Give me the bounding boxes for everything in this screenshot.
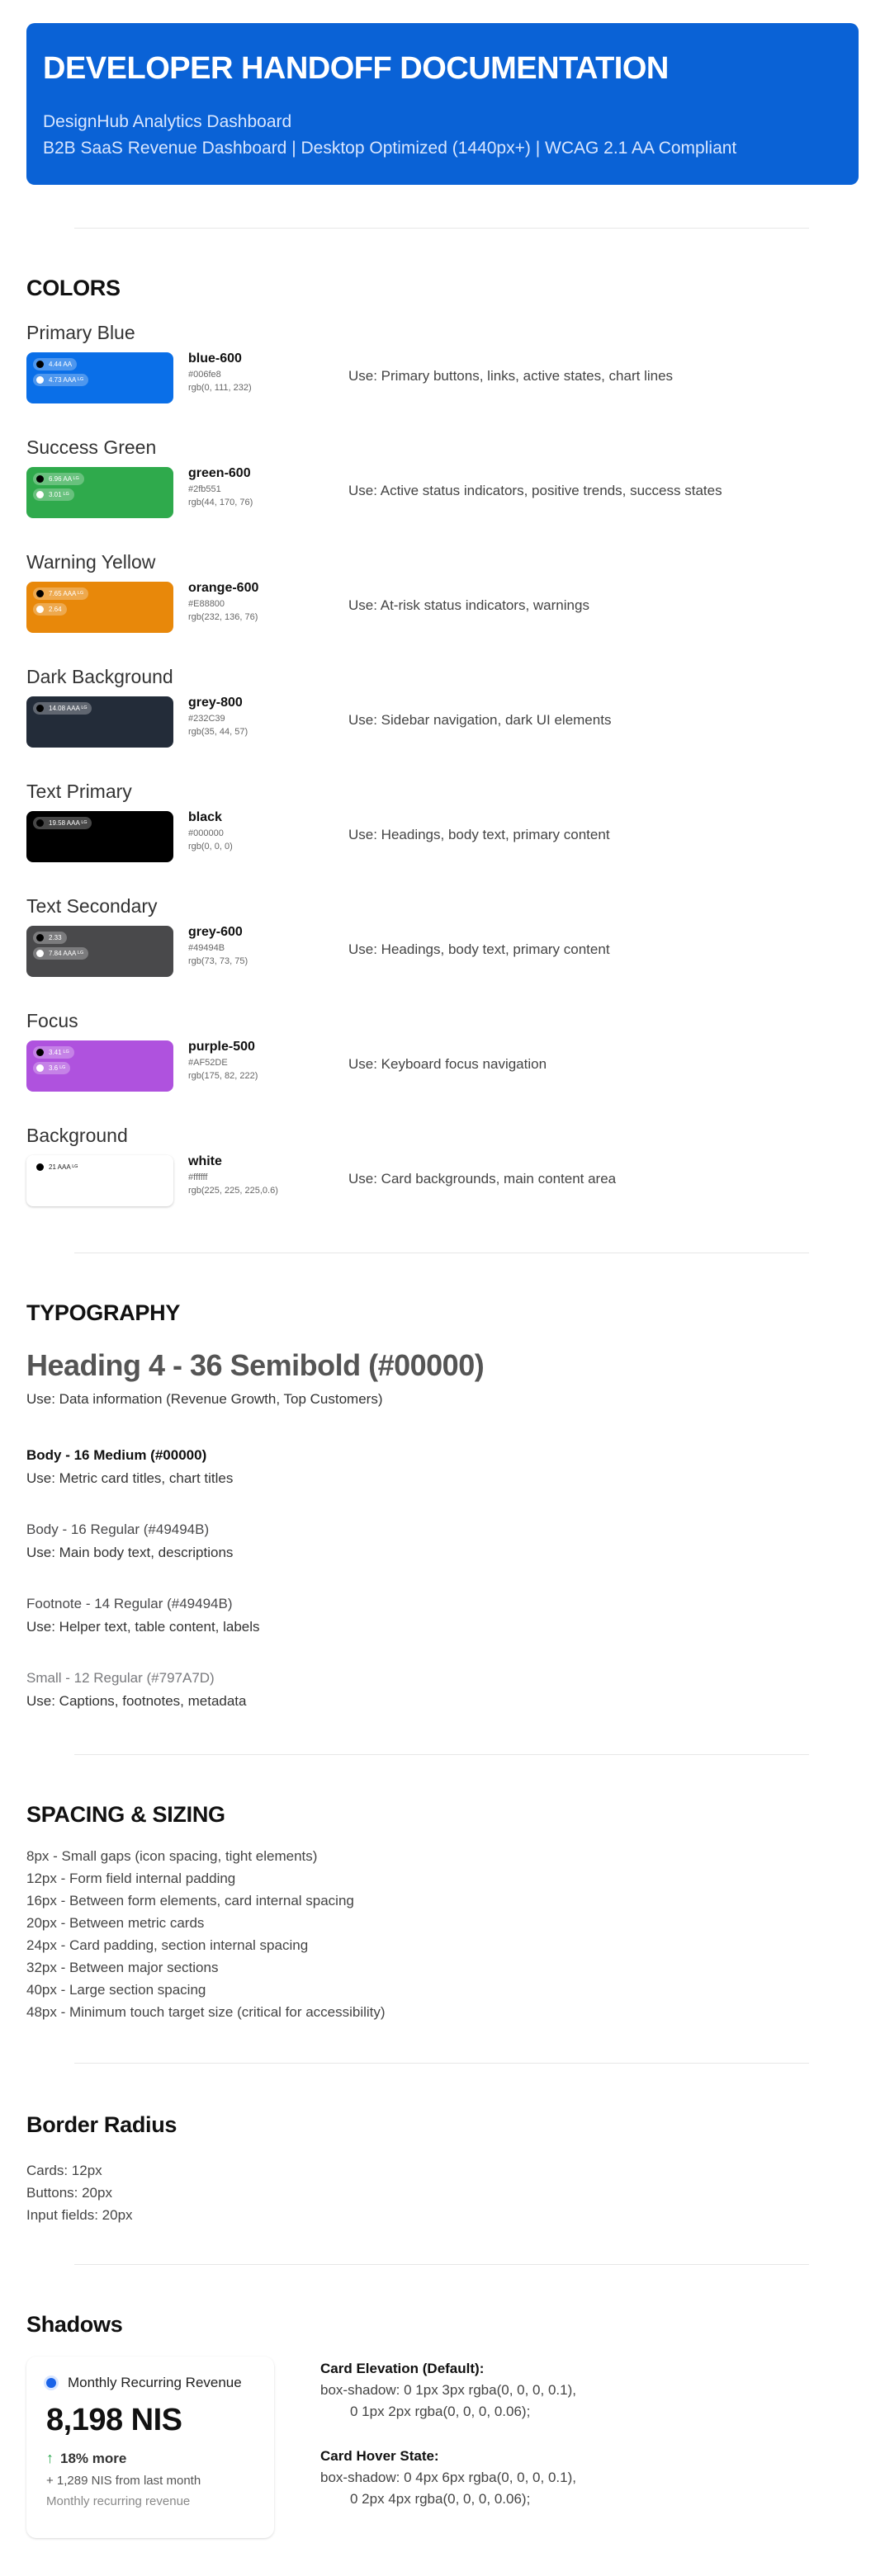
color-usage: Use: Card backgrounds, main content area [348, 1171, 617, 1187]
color-usage: Use: Keyboard focus navigation [348, 1056, 547, 1072]
contrast-badge [33, 603, 67, 616]
shadows-section-title: Shadows [26, 2312, 123, 2337]
spacing-item: 20px - Between metric cards [26, 1915, 205, 1931]
color-row [26, 551, 859, 650]
type-sample-label: Footnote - 14 Regular (#49494B) [26, 1596, 233, 1611]
contrast-dot-icon [36, 705, 44, 712]
contrast-badge-text: 7.84 AAA ᴸᴳ [49, 950, 83, 957]
color-swatch [26, 467, 173, 518]
contrast-badge-text: 7.65 AAA ᴸᴳ [49, 590, 83, 597]
type-sample-use: Use: Main body text, descriptions [26, 1545, 234, 1560]
metric-card-label: Monthly Recurring Revenue [68, 2375, 242, 2390]
spacing-item: 16px - Between form elements, card internal spacing [26, 1893, 354, 1908]
color-swatch [26, 1155, 173, 1206]
type-sample-use: Use: Captions, footnotes, metadata [26, 1693, 247, 1709]
contrast-dot-icon [36, 376, 44, 384]
color-name: Text Primary [26, 781, 132, 802]
radius-list [26, 2159, 133, 2226]
radius-section-title: Border Radius [26, 2112, 177, 2137]
color-info [188, 1040, 258, 1081]
color-name: Text Secondary [26, 895, 158, 917]
color-row [26, 1010, 859, 1109]
type-sample-label: Heading 4 - 36 Semibold (#00000) [26, 1348, 485, 1382]
type-sample-body-medium [26, 1447, 233, 1487]
color-rgb: rgb(35, 44, 57) [188, 727, 248, 737]
shadow-hover-spec [320, 2446, 576, 2510]
color-hex: #ffffff [188, 1172, 208, 1182]
color-rgb: rgb(225, 225, 225,0.6) [188, 1186, 278, 1196]
contrast-dot-icon [36, 934, 44, 941]
spacing-item: 8px - Small gaps (icon spacing, tight elements) [26, 1848, 318, 1864]
color-swatch [26, 1040, 173, 1092]
contrast-badge-text: 2.64 [49, 606, 62, 613]
color-hex: #006fe8 [188, 370, 221, 380]
metric-card-delta: + 1,289 NIS from last month [46, 2474, 201, 2488]
contrast-badge [33, 1046, 74, 1059]
color-info [188, 810, 233, 852]
spacing-list [26, 1845, 386, 2023]
shadow-spec-label: Card Hover State: [320, 2448, 439, 2464]
contrast-badge-text: 14.08 AAA ᴸᴳ [49, 705, 88, 712]
color-row [26, 666, 859, 765]
status-dot-icon [46, 2378, 56, 2388]
spacing-item: 40px - Large section spacing [26, 1982, 206, 1998]
contrast-dot-icon [36, 950, 44, 957]
color-swatch [26, 352, 173, 403]
color-usage: Use: Active status indicators, positive trends, success states [348, 483, 722, 498]
type-sample-label: Body - 16 Medium (#00000) [26, 1447, 207, 1463]
color-info [188, 696, 248, 737]
header-banner [26, 23, 859, 185]
shadow-spec-line: 0 2px 4px rgba(0, 0, 0, 0.06); [350, 2491, 531, 2507]
contrast-dot-icon [36, 491, 44, 498]
color-rgb: rgb(232, 136, 76) [188, 612, 258, 622]
contrast-badge-text: 21 AAA ᴸᴳ [49, 1163, 78, 1171]
radius-item: Input fields: 20px [26, 2207, 133, 2223]
color-rgb: rgb(0, 111, 232) [188, 383, 252, 393]
contrast-dot-icon [36, 590, 44, 597]
color-token: grey-600 [188, 925, 243, 939]
shadow-spec-line: box-shadow: 0 4px 6px rgba(0, 0, 0, 0.1), [320, 2470, 576, 2485]
metric-card-note: Monthly recurring revenue [46, 2494, 191, 2508]
color-row [26, 322, 859, 421]
contrast-dot-icon [36, 475, 44, 483]
contrast-badge-text: 4.44 AA [49, 361, 73, 368]
contrast-badge-text: 4.73 AAA ᴸᴳ [49, 376, 83, 384]
color-rgb: rgb(0, 0, 0) [188, 842, 233, 852]
color-hex: #E88800 [188, 599, 225, 609]
metric-card-header [46, 2375, 254, 2391]
color-rgb: rgb(44, 170, 76) [188, 498, 253, 507]
shadow-default-spec [320, 2358, 576, 2423]
color-swatch [26, 926, 173, 977]
type-sample-use: Use: Data information (Revenue Growth, Top Customers) [26, 1391, 383, 1407]
color-swatch [26, 696, 173, 748]
color-name: Warning Yellow [26, 551, 156, 573]
color-hex: #232C39 [188, 714, 225, 724]
type-sample-label: Small - 12 Regular (#797A7D) [26, 1670, 215, 1686]
contrast-dot-icon [36, 1064, 44, 1072]
color-token: orange-600 [188, 581, 259, 595]
color-row [26, 1125, 859, 1224]
color-name: Success Green [26, 436, 157, 458]
contrast-badge [33, 702, 92, 715]
color-usage: Use: Headings, body text, primary content [348, 827, 610, 842]
color-usage: Use: Sidebar navigation, dark UI elements [348, 712, 612, 728]
type-sample-footnote [26, 1596, 260, 1635]
shadow-spec-line: box-shadow: 0 1px 3px rgba(0, 0, 0, 0.1), [320, 2382, 576, 2398]
shadow-spec-line: 0 1px 2px rgba(0, 0, 0, 0.06); [350, 2404, 531, 2419]
spacing-section-title: SPACING & SIZING [26, 1802, 225, 1827]
color-token: green-600 [188, 466, 251, 480]
color-hex: #2fb551 [188, 484, 221, 494]
type-sample-use: Use: Helper text, table content, labels [26, 1619, 260, 1635]
shadow-spec-label: Card Elevation (Default): [320, 2361, 485, 2376]
type-sample-small [26, 1670, 247, 1710]
color-token: blue-600 [188, 351, 242, 366]
project-description: B2B SaaS Revenue Dashboard | Desktop Optimized (1440px+) | WCAG 2.1 AA Compliant [43, 139, 737, 158]
project-name: DesignHub Analytics Dashboard [43, 112, 292, 131]
color-info [188, 1154, 278, 1196]
spacing-item: 24px - Card padding, section internal spacing [26, 1937, 309, 1953]
spacing-item: 32px - Between major sections [26, 1960, 219, 1975]
metric-card-value: 8,198 NIS [46, 2403, 182, 2437]
section-divider [74, 228, 809, 229]
section-divider [74, 2264, 809, 2265]
contrast-badge-text: 2.33 [49, 934, 62, 941]
type-sample-heading4 [26, 1348, 484, 1408]
type-sample-use: Use: Metric card titles, chart titles [26, 1470, 234, 1486]
contrast-badge-text: 3.41 ᴸᴳ [49, 1049, 69, 1056]
contrast-dot-icon [36, 1049, 44, 1056]
color-row [26, 781, 859, 880]
contrast-badge [33, 1062, 70, 1074]
spacing-item: 12px - Form field internal padding [26, 1871, 236, 1886]
color-hex: #AF52DE [188, 1058, 228, 1068]
color-info [188, 351, 252, 393]
contrast-badge [33, 473, 84, 485]
color-rgb: rgb(175, 82, 222) [188, 1071, 258, 1081]
color-usage: Use: Primary buttons, links, active states, chart lines [348, 368, 674, 384]
contrast-badge [33, 358, 77, 370]
color-token: purple-500 [188, 1040, 255, 1054]
typography-section-title: TYPOGRAPHY [26, 1300, 181, 1325]
color-info [188, 581, 258, 622]
contrast-badge-text: 3.01 ᴸᴳ [49, 491, 69, 498]
color-swatch [26, 811, 173, 862]
radius-item: Cards: 12px [26, 2163, 102, 2178]
color-usage: Use: At-risk status indicators, warnings [348, 597, 589, 613]
color-name: Primary Blue [26, 322, 135, 343]
spacing-item: 48px - Minimum touch target size (critical for accessibility) [26, 2004, 386, 2020]
page-title: DEVELOPER HANDOFF DOCUMENTATION [43, 51, 669, 86]
contrast-badge [33, 1161, 83, 1173]
color-name: Focus [26, 1010, 78, 1031]
contrast-badge [33, 817, 92, 829]
metric-card-trend [46, 2450, 254, 2467]
color-rgb: rgb(73, 73, 75) [188, 956, 248, 966]
contrast-dot-icon [36, 606, 44, 613]
color-info [188, 466, 253, 507]
contrast-badge [33, 587, 88, 600]
contrast-badge [33, 932, 67, 944]
contrast-badge-text: 19.58 AAA ᴸᴳ [49, 819, 88, 827]
color-token: grey-800 [188, 696, 243, 710]
color-hex: #000000 [188, 828, 224, 838]
contrast-badge [33, 488, 74, 501]
color-row [26, 436, 859, 535]
contrast-badge-text: 3.6 ᴸᴳ [49, 1064, 66, 1072]
metric-card-example [26, 2357, 274, 2538]
color-token: white [188, 1154, 222, 1168]
color-name: Background [26, 1125, 128, 1146]
radius-item: Buttons: 20px [26, 2185, 112, 2201]
contrast-badge [33, 947, 88, 960]
color-usage: Use: Headings, body text, primary content [348, 941, 610, 957]
contrast-dot-icon [36, 819, 44, 827]
color-name: Dark Background [26, 666, 173, 687]
arrow-up-icon: ↑ [46, 2450, 54, 2466]
color-info [188, 925, 248, 966]
trend-text: 18% more [60, 2450, 127, 2466]
type-sample-body-regular [26, 1522, 233, 1561]
contrast-badge [33, 374, 88, 386]
color-token: black [188, 810, 222, 824]
section-divider [74, 2063, 809, 2064]
contrast-dot-icon [36, 361, 44, 368]
type-sample-label: Body - 16 Regular (#49494B) [26, 1522, 210, 1537]
color-hex: #49494B [188, 943, 225, 953]
contrast-dot-icon [36, 1163, 44, 1171]
colors-section-title: COLORS [26, 276, 121, 300]
contrast-badge-text: 6.96 AA ᴸᴳ [49, 475, 79, 483]
section-divider [74, 1754, 809, 1755]
color-row [26, 895, 859, 994]
color-swatch [26, 582, 173, 633]
